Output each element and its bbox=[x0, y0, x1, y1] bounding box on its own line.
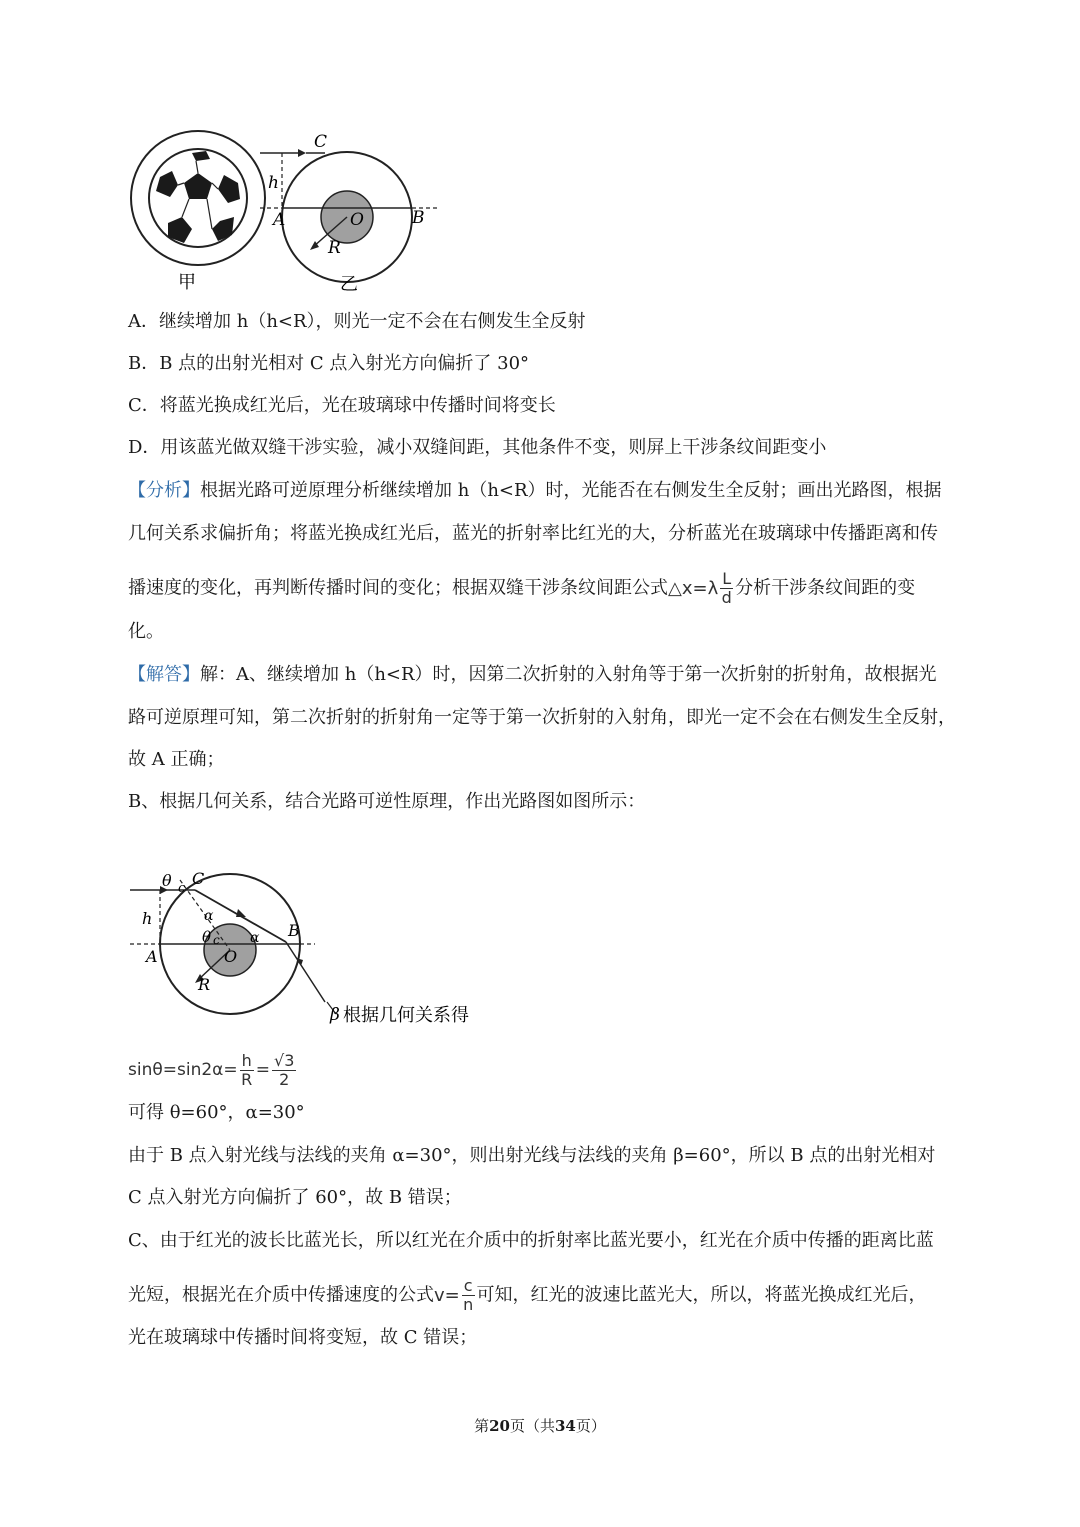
figure-football-glass-ball bbox=[120, 125, 450, 295]
figure-label-jia: 甲 bbox=[178, 272, 196, 293]
label-theta: θ bbox=[162, 871, 172, 890]
label-R: R bbox=[328, 238, 341, 258]
label-alpha-2: α bbox=[250, 930, 260, 946]
answer-line-2: 路可逆原理可知，第二次折射的折射角一定等于第一次折射的入射角，即光一定不会在右侧发生全反射， bbox=[128, 707, 956, 728]
result-line-5: 光短，根据光在介质中传播速度的公式v= $\frac{c}{n}$ 可知，红光的波速比蓝光大，所以，将蓝光换成红光后， bbox=[128, 1276, 927, 1314]
label-B: B bbox=[288, 921, 300, 940]
label-theta-2: θ bbox=[202, 928, 212, 946]
formula-velocity: v= $\frac{c}{n}$ bbox=[434, 1276, 474, 1314]
label-C: C bbox=[192, 869, 205, 888]
formula-fringe-spacing: △x=λ $\frac{L}{d}$ bbox=[668, 569, 732, 607]
option-b: B．B 点的出射光相对 C 点入射光方向偏折了 30° bbox=[128, 353, 530, 374]
result-line-1: 可得 θ=60°，α=30° bbox=[128, 1102, 305, 1123]
page-number: 20 bbox=[489, 1417, 510, 1435]
figure-label-yi: 乙 bbox=[340, 274, 358, 295]
answer-line-4: B、根据几何关系，结合光路可逆性原理，作出光路图如图所示： bbox=[128, 791, 646, 812]
result-line-3: C 点入射光方向偏折了 60°，故 B 错误； bbox=[128, 1187, 462, 1208]
analysis-line-2: 几何关系求偏折角；将蓝光换成红光后，蓝光的折射率比红光的大，分析蓝光在玻璃球中传播距离和传 bbox=[128, 523, 938, 544]
answer-line-3: 故 A 正确； bbox=[128, 749, 225, 770]
figure-light-path bbox=[120, 862, 500, 1032]
figure-caption: 根据几何关系得 bbox=[343, 1005, 469, 1026]
answer-line-1: 【解答】解：A、继续增加 h（h<R）时，因第二次折射的入射角等于第一次折射的折射角，故根据光 bbox=[128, 664, 937, 685]
option-a: A．继续增加 h（h<R），则光一定不会在右侧发生全反射 bbox=[128, 311, 586, 332]
result-line-6: 光在玻璃球中传播时间将变短，故 C 错误； bbox=[128, 1327, 478, 1348]
result-line-4: C、由于红光的波长比蓝光长，所以红光在介质中的折射率比蓝光要小，红光在介质中传播的距离比蓝 bbox=[128, 1230, 934, 1251]
incident-arrow bbox=[298, 149, 306, 157]
label-O: O bbox=[224, 947, 238, 966]
page-footer: 第20页（共34页） bbox=[474, 1417, 606, 1435]
label-A: A bbox=[273, 210, 286, 230]
analysis-line-4: 化。 bbox=[128, 621, 164, 642]
label-B: B bbox=[412, 208, 425, 228]
analysis-line-3: 播速度的变化，再判断传播时间的变化；根据双缝干涉条纹间距公式△x=λ $\frac{L}{d}$ 分析干涉条纹间距的变 bbox=[128, 569, 916, 607]
label-h: h bbox=[142, 909, 153, 928]
page-total: 34 bbox=[555, 1417, 576, 1435]
label-O: O bbox=[350, 210, 364, 230]
label-c-2: c bbox=[213, 933, 220, 947]
equation-sin: sinθ=sin2α= $\frac{h}{R}$ = $\frac{√3}{2}$ bbox=[128, 1050, 295, 1089]
analysis-line-1: 【分析】根据光路可逆原理分析继续增加 h（h<R）时，光能否在右侧发生全反射；画出光路图，根据 bbox=[128, 480, 942, 501]
option-d: D．用该蓝光做双缝干涉实验，减小双缝间距，其他条件不变，则屏上干涉条纹间距变小 bbox=[128, 437, 827, 458]
option-c: C．将蓝光换成红光后，光在玻璃球中传播时间将变长 bbox=[128, 395, 556, 416]
exit-ray bbox=[286, 942, 325, 1002]
label-alpha-1: α bbox=[204, 908, 214, 924]
answer-tag: 【解答】 bbox=[128, 664, 200, 685]
label-h: h bbox=[268, 173, 279, 193]
label-beta: β bbox=[330, 1005, 340, 1025]
analysis-tag: 【分析】 bbox=[128, 480, 200, 501]
label-A: A bbox=[146, 947, 158, 966]
label-c-small: c bbox=[178, 881, 186, 896]
label-C: C bbox=[314, 132, 328, 152]
label-R: R bbox=[198, 975, 211, 994]
result-line-2: 由于 B 点入射光线与法线的夹角 α=30°，则出射光线与法线的夹角 β=60°，所以 B 点的出射光相对 bbox=[128, 1145, 936, 1166]
